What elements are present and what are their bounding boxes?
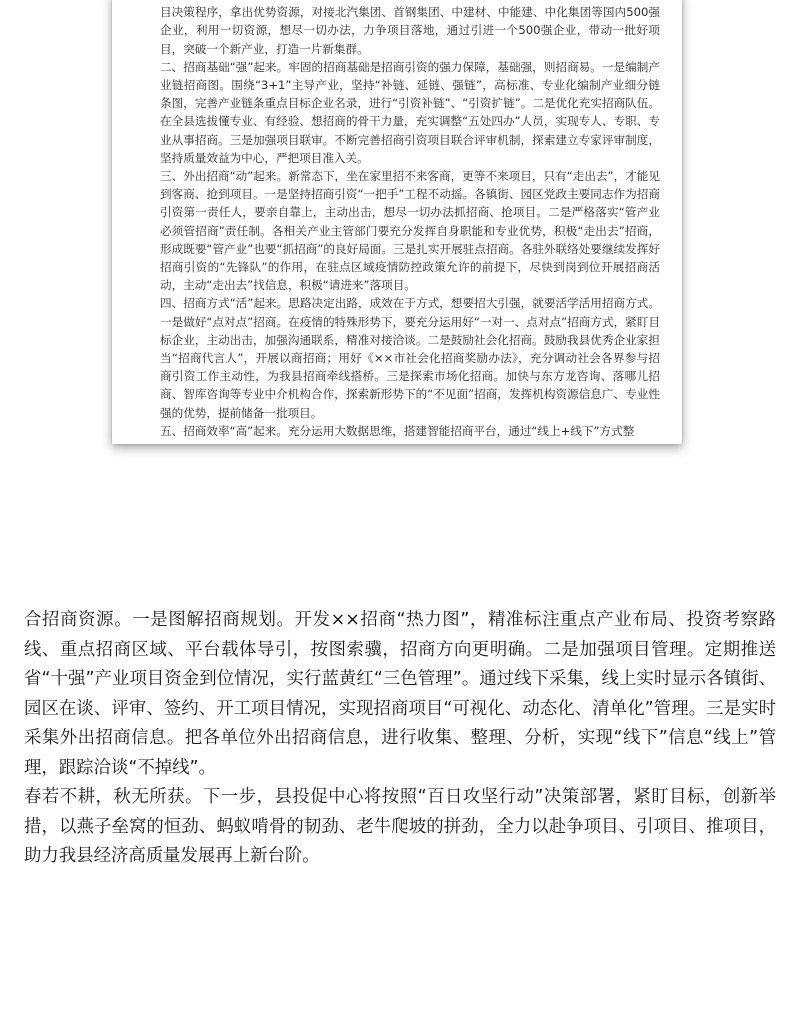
main-article-text <box>24 606 776 872</box>
article-paragraph-1: 合招商资源。一是图解招商规划。开发××招商“热力图”，精准标注重点产业布局、投资考察路线、重点招商区域、平台载体导引，按图索骥，招商方向更明确。二是加强项目管理。定期推送省“十强”产业项目资金到位情况，实行蓝黄红“三色管理”。通过线下采集，线上实时显示各镇街、园区在谈、评审、签约、开工项目情况，实现招商项目“可视化、动态化、清单化”管理。三是实时采集外出招商信息。把各单位外出招商信息，进行收集、整理、分析，实现“线下”信息“线上”管理，跟踪洽谈“不掉线”。 <box>24 610 776 778</box>
preview-paragraph-5: 五、招商效率“高”起来。充分运用大数据思维，搭建智能招商平台，通过“线上+线下”方式整 <box>160 423 635 438</box>
preview-paragraph-4: 四、招商方式“活”起来。思路决定出路，成效在于方式，想要招大引强，就要活学活用招商方式。一是做好“点对点”招商。在疫情的特殊形势下，要充分运用好“一对一、点对点”招商方式，紧盯目标企业，主动出击，加强沟通联系，精准对接洽谈。二是鼓励社会化招商。鼓励我县优秀企业家担当“招商代言人”，开展以商招商；用好《××市社会化招商奖励办法》，充分调动社会各界参与招商引资工作主动性，为我县招商牵线搭桥。三是探索市场化招商。加快与东方龙咨询、落哪儿招商、智库咨询等专业中介机构合作，探索新形势下的“不见面”招商，发挥机构资源信息广、专业性强的优势，提前储备一批项目。 <box>160 296 660 420</box>
document-page-preview <box>112 0 682 444</box>
preview-paragraph-2: 二、招商基础“强”起来。牢固的招商基础是招商引资的强力保障，基础强，则招商易。一是编制产业链招商图。围绕“3+1”主导产业，坚持“补链、延链、强链”，高标准、专业化编制产业细分链条图，完善产业链条重点目标企业名录，进行“引资补链”、“引资扩链”。二是优化充实招商队伍。在全县选拔懂专业、有经验、想招商的骨干力量，充实调整“五处四办”人员，实现专人、专职、专业从事招商。三是加强项目联审。不断完善招商引资项目联合评审机制，探索建立专家评审制度，坚持质量效益为中心，严把项目准入关。 <box>160 59 660 165</box>
preview-text-body <box>160 0 660 440</box>
preview-paragraph-1: 目决策程序，拿出优势资源，对接北汽集团、首钢集团、中建材、中能建、中化集团等国内500强企业，利用一切资源，想尽一切办法，力争项目落地，通过引进一个500强企业，带动一批好项目，突破一个新产业，打造一片新集群。 <box>160 5 660 56</box>
preview-paragraph-3: 三、外出招商“动”起来。新常态下，坐在家里招不来客商，更等不来项目，只有“走出去”，才能见到客商、抢到项目。一是坚持招商引资“一把手”工程不动摇。各镇街、园区党政主要同志作为招商引资第一责任人，要亲自靠上，主动出击，想尽一切办法抓招商、抢项目。二是严格落实“管产业必须管招商”责任制。各相关产业主管部门要充分发挥自身职能和专业优势，积极“走出去”招商，形成既要“管产业”也要“抓招商”的良好局面。三是扎实开展驻点招商。各驻外联络处要继续发挥好招商引资的“先锋队”的作用，在驻点区域疫情防控政策允许的前提下，尽快到岗到位开展招商活动，主动“走出去”找信息，积极“请进来”落项目。 <box>160 169 660 293</box>
article-paragraph-2: 春若不耕，秋无所获。下一步，县投促中心将按照“百日攻坚行动”决策部署，紧盯目标，创新举措，以燕子垒窝的恒劲、蚂蚁啃骨的韧劲、老牛爬坡的拼劲，全力以赴争项目、引项目、推项目，助力我县经济高质量发展再上新台阶。 <box>24 787 776 866</box>
